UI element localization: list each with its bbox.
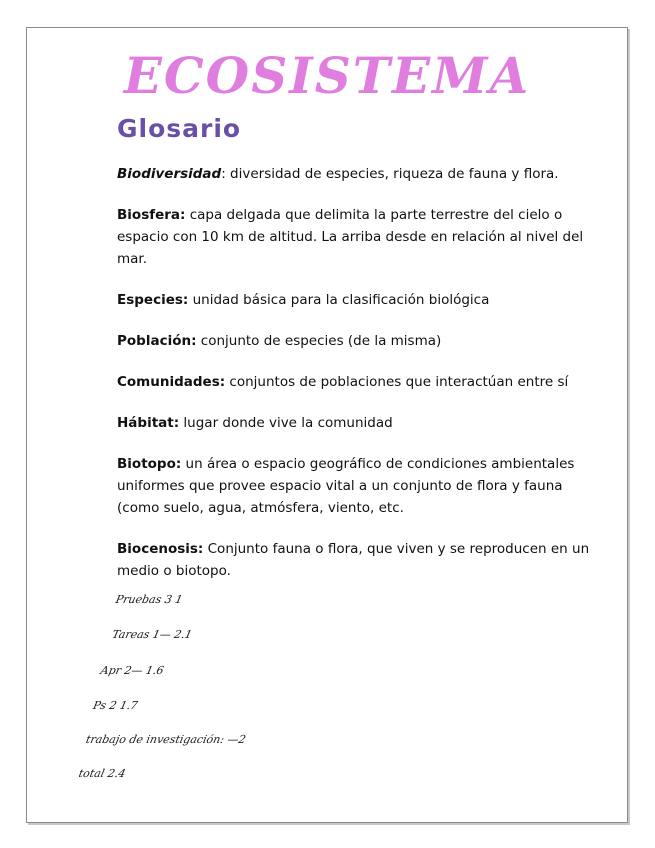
glossary-term: Especies: [117, 292, 189, 308]
glossary-heading: Glosario [117, 114, 242, 143]
glossary-term: Biosfera: [117, 207, 186, 223]
glossary-term: Biocenosis: [117, 541, 204, 557]
glossary-definition: conjunto de especies (de la misma) [196, 333, 442, 349]
grade-line-ps: Ps 2 1.7 [91, 699, 139, 712]
grade-line-total: total 2.4 [77, 767, 127, 780]
glossary-definition: un área o espacio geográfico de condiciones ambientales uniformes que provee espacio vital a un conjunto de flora y fauna (como suelo, agua, atmósfera, viento, etc. [117, 456, 575, 516]
glossary-definition: lugar donde vive la comunidad [179, 415, 393, 431]
document-page [26, 27, 628, 823]
glossary-definition: unidad básica para la clasificación biológica [188, 292, 490, 308]
grade-line-tareas: Tareas 1— 2.1 [111, 628, 194, 641]
glossary-term: Biotopo: [117, 456, 182, 472]
glossary-entry-biocenosis [117, 538, 597, 582]
page-title: ECOSISTEMA [123, 46, 531, 105]
glossary-entry-biotopo [117, 453, 597, 519]
glossary-term: Hábitat: [117, 415, 180, 431]
grade-line-trabajo: trabajo de investigación: —2 [84, 733, 247, 746]
glossary-entry-comunidades [117, 371, 597, 393]
glossary-entry-especies [117, 289, 597, 311]
grade-line-apr: Apr 2— 1.6 [99, 664, 165, 677]
glossary-entry-poblacion [117, 330, 597, 352]
glossary-term: Población: [117, 333, 197, 349]
glossary-entry-habitat [117, 412, 597, 434]
grade-line-pruebas: Pruebas 3 1 [114, 593, 184, 606]
glossary-entry-biodiversidad [117, 163, 597, 185]
glossary-definition: capa delgada que delimita la parte terrestre del cielo o espacio con 10 km de altitud. La arriba desde en relación al nivel del mar. [117, 207, 584, 267]
glossary-term: Comunidades: [117, 374, 226, 390]
glossary-definition: : diversidad de especies, riqueza de fauna y flora. [221, 166, 559, 182]
glossary-term: Biodiversidad [117, 166, 222, 182]
glossary-entry-biosfera [117, 204, 597, 270]
glossary-definition: conjuntos de poblaciones que interactúan entre sí [225, 374, 569, 390]
glossary-list [117, 163, 597, 601]
glossary-definition: Conjunto fauna o flora, que viven y se reproducen en un medio o biotopo. [117, 541, 590, 579]
